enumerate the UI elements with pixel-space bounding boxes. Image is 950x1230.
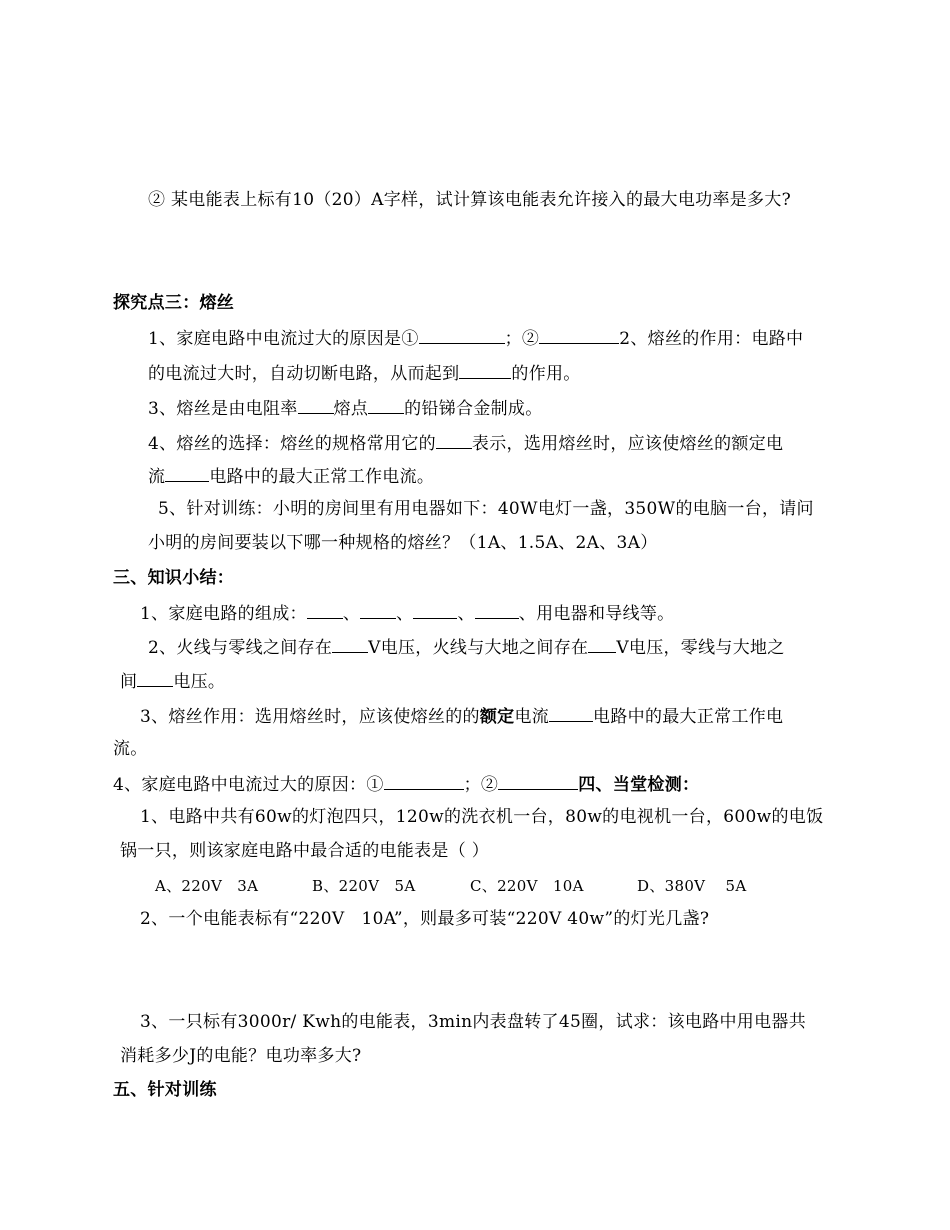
sum-l2-text-c: V电压，零线与大地之 [616,638,785,658]
s3-line-1 [148,326,803,350]
blank [475,601,519,619]
test-line-5: 消耗多少J的电能？电功率多大? [120,1046,362,1066]
test-line-2: 锅一只，则该家庭电路中最合适的电能表是（ ） [120,841,490,861]
sum-l2-text-d: 间 [120,672,138,692]
sum-l3-text-c: 电路中的最大正常工作电 [593,707,784,727]
s3-l3-text-b: 熔点 [333,399,369,419]
s3-line-2 [148,361,581,385]
blank [384,772,464,790]
s3-l1-text-a: 1、家庭电路中电流过大的原因是① [148,329,419,349]
summary-heading: 三、知识小结： [113,568,235,588]
sum-l3-text-a: 3、熔丝作用：选用熔丝时，应该使熔丝的的 [140,707,480,727]
s3-l5-text-b: 电路中的最大正常工作电流。 [209,467,435,487]
blank [298,396,334,414]
test-line-1: 1、电路中共有60w的灯泡四只，120w的洗衣机一台，80w的电视机一台，600w的电饭 [140,807,824,827]
s3-l4-text-b: 表示，选用熔丝时，应该使熔丝的额定电 [471,434,784,454]
question-2-calc: ② 某电能表上标有10（20）A字样，试计算该电能表允许接入的最大电功率是多大? [148,190,792,210]
summary-line-3 [120,669,225,693]
section-3-heading: 探究点三：熔丝 [113,293,235,313]
sum-l3-bold: 额定 [479,707,515,727]
blank [459,361,511,379]
section-5-heading: 五、针对训练 [113,1080,217,1100]
summary-line-1 [140,601,674,625]
blank [307,601,343,619]
test-option-a: A、220V 3A [155,877,259,895]
sum-l2-text-a: 2、火线与零线之间存在 [148,638,333,658]
blank [413,601,457,619]
s3-line-3 [148,396,543,420]
s3-l1-text-c: 2、熔丝的作用：电路中 [619,329,804,349]
sep: 、 [342,604,361,624]
s3-line-4 [148,431,783,455]
s3-line-6: 5、针对训练：小明的房间里有用电器如下：40W电灯一盏，350W的电脑一台，请问 [158,499,814,519]
s3-l3-text-a: 3、熔丝是由电阻率 [148,399,298,419]
blank [498,772,578,790]
sum-l3-text-b: 电流 [514,707,550,727]
s3-line-7: 小明的房间要装以下哪一种规格的熔丝？（1A、1.5A、2A、3A） [148,533,658,553]
sum-l4-text-a: 4、家庭电路中电流过大的原因：① [113,775,384,795]
blank [419,326,505,344]
test-line-4: 3、一只标有3000r/ Kwh的电能表，3min内表盘转了45圈，试求：该电路中用电器共 [140,1012,806,1032]
blank [360,601,396,619]
s3-l2-text-b: 的作用。 [511,364,581,384]
blank [165,464,209,482]
s3-l1-text-b: ；② [504,329,540,349]
test-option-d: D、380V 5A [637,877,747,895]
test-option-c: C、220V 10A [470,877,584,895]
blank [588,635,616,653]
sum-l2-text-b: V电压，火线与大地之间存在 [368,638,589,658]
summary-line-2 [148,635,785,659]
blank [436,431,472,449]
s3-l4-text-a: 4、熔丝的选择：熔丝的规格常用它的 [148,434,436,454]
blank [549,704,593,722]
summary-line-4 [140,704,783,728]
sep: 、 [396,604,414,624]
sum-l1-end: 、用电器和导线等。 [518,604,675,624]
test-heading: 四、当堂检测： [578,775,700,795]
blank [332,635,368,653]
test-option-b: B、220V 5A [312,877,416,895]
s3-l5-text-a: 流 [148,467,166,487]
s3-l2-text-a: 的电流过大时，自动切断电路，从而起到 [148,364,460,384]
sum-l2-text-e: 电压。 [173,672,226,692]
sum-l1-text-a: 1、家庭电路的组成： [140,604,307,624]
s3-l3-text-c: 的铅锑合金制成。 [404,399,543,419]
sum-l4-text-b: ；② [463,775,499,795]
sep: 、 [457,604,475,624]
test-line-3: 2、一个电能表标有“220V 10A”，则最多可装“220V 40w”的灯光几盏? [140,909,710,929]
summary-line-6 [113,772,699,796]
s3-line-5 [148,464,434,488]
blank [137,669,173,687]
blank [368,396,404,414]
blank [539,326,619,344]
summary-line-5: 流。 [113,739,148,759]
